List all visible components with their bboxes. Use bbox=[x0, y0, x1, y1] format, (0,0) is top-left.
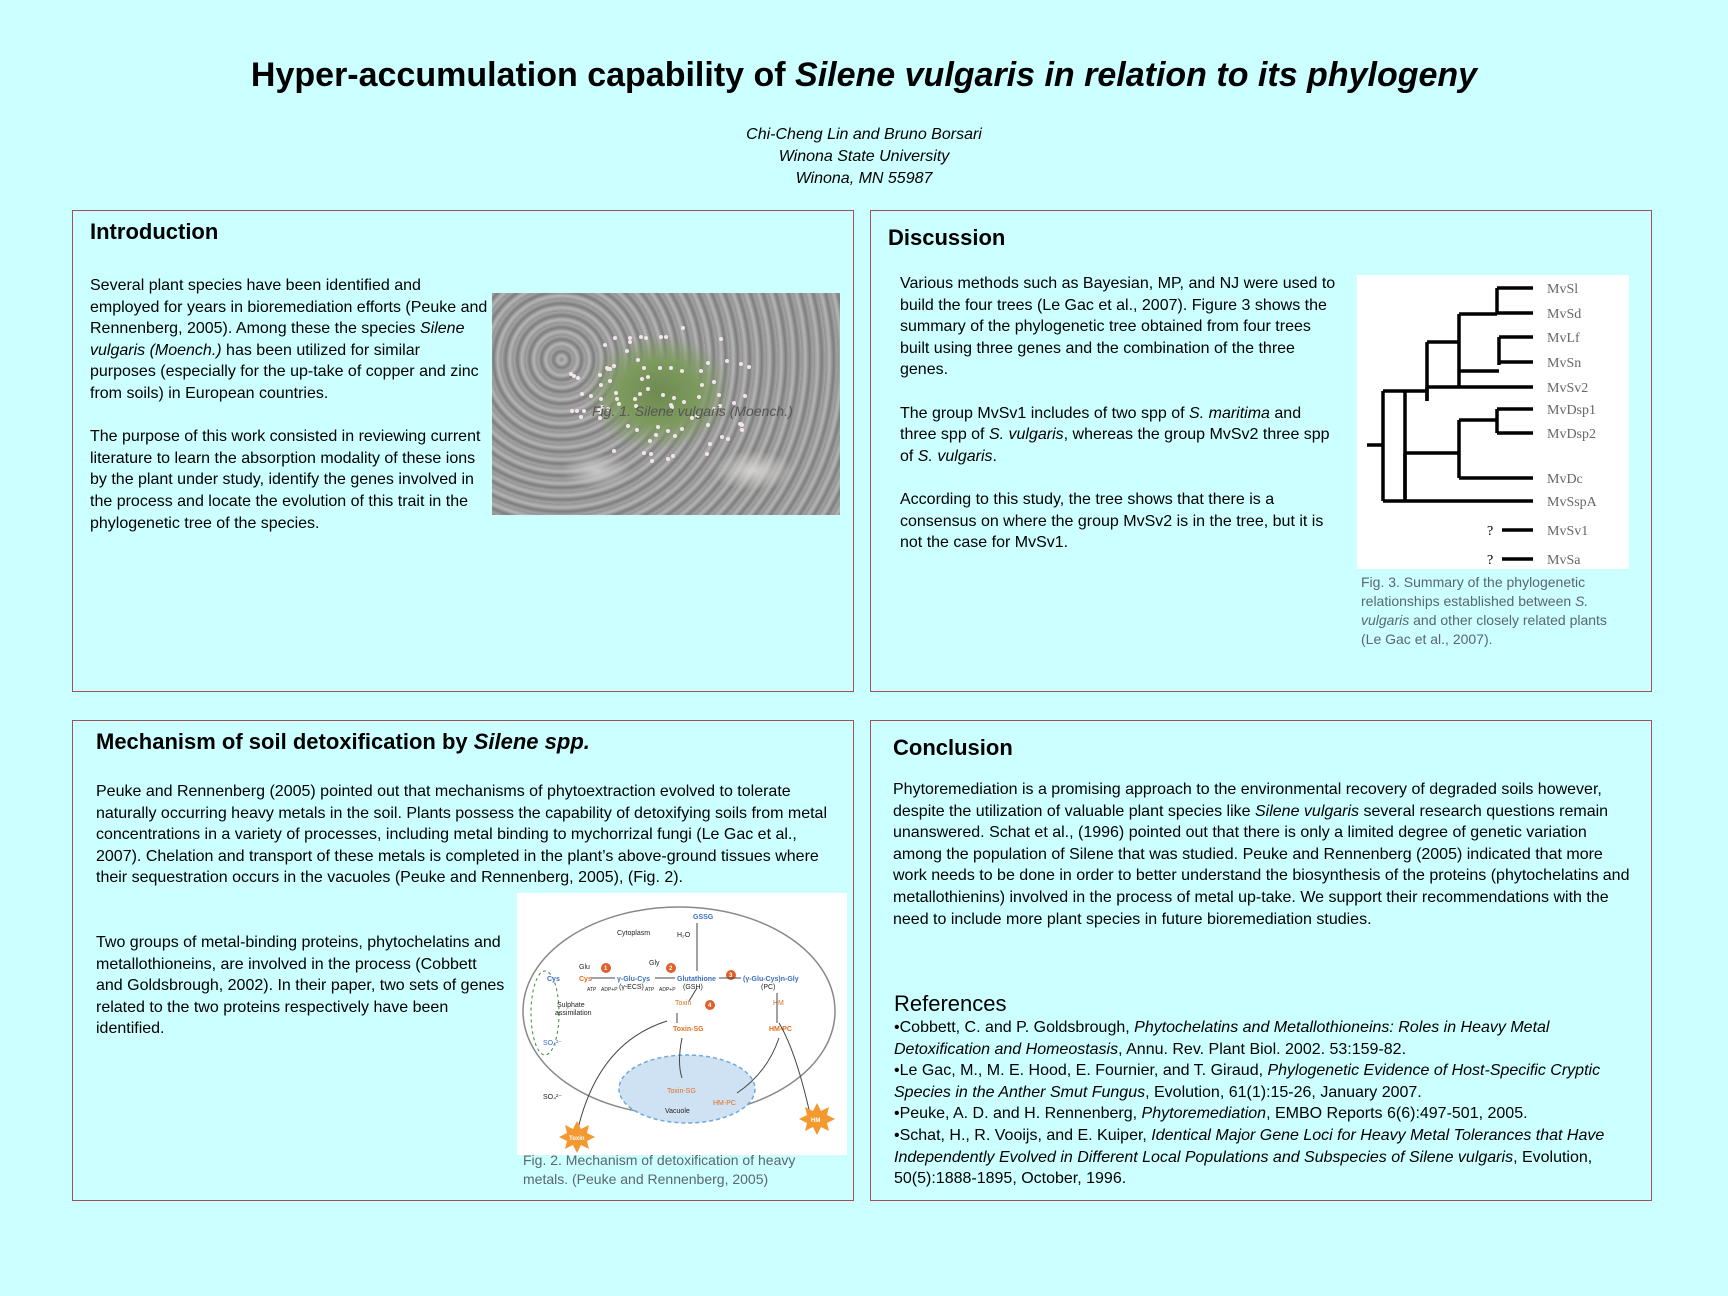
conclusion-text bbox=[893, 779, 1638, 930]
fig-pc-formula: (γ-Glu-Cys)n-Gly bbox=[743, 976, 799, 983]
fig-assimilation: assimilation bbox=[555, 1010, 592, 1017]
tree-labels bbox=[1487, 282, 1598, 568]
flower-speck bbox=[673, 434, 677, 438]
flower-speck bbox=[719, 337, 723, 341]
disc-p2-b: and three spp of bbox=[900, 404, 1302, 444]
fig-gecs: (γ-ECS) bbox=[619, 984, 644, 991]
flower-speck bbox=[603, 343, 607, 347]
flower-speck bbox=[740, 428, 744, 432]
flower-speck bbox=[598, 373, 602, 377]
discussion-paragraph-2 bbox=[900, 403, 1340, 468]
fig-step-2: 2 bbox=[669, 966, 673, 972]
flower-speck bbox=[658, 366, 662, 370]
flower-speck bbox=[599, 383, 603, 387]
fig-step-4: 4 bbox=[708, 1003, 712, 1009]
fig-vac-toxin: Toxin-SG bbox=[667, 1088, 696, 1095]
flower-speck bbox=[646, 375, 650, 379]
poster-title bbox=[0, 56, 1728, 95]
flower-speck bbox=[661, 393, 665, 397]
affiliation: Winona State University bbox=[778, 148, 950, 165]
fig-step-1: 1 bbox=[604, 966, 608, 972]
reference-item bbox=[894, 1103, 1644, 1125]
introduction-text bbox=[90, 275, 490, 534]
flower-speck bbox=[725, 359, 729, 363]
flower-speck bbox=[625, 349, 629, 353]
fig-sulphate: Sulphate bbox=[557, 1002, 585, 1009]
flower-speck bbox=[720, 435, 724, 439]
ref-title: Phytoremediation bbox=[1141, 1105, 1267, 1123]
hm-burst bbox=[799, 1103, 835, 1135]
disc-p2-i2: S. vulgaris bbox=[988, 426, 1064, 444]
fig-pc: (PC) bbox=[761, 984, 776, 991]
flower-speck bbox=[680, 427, 684, 431]
discussion-panel bbox=[870, 210, 1652, 692]
ref-title: Phytochelatins and Metallothioneins: Roles in Heavy Metal Detoxification and Homeostasis bbox=[894, 1019, 1550, 1058]
intro-p1-b: has been utilized for similar purposes (especially for the up-take of copper and zinc from soils) in European countries. bbox=[90, 341, 479, 402]
reference-item bbox=[894, 1060, 1644, 1103]
flower-speck bbox=[575, 409, 579, 413]
detox-mechanism-figure bbox=[517, 893, 847, 1155]
title-italic-text: Silene vulgaris in relation to its phylogeny bbox=[795, 56, 1478, 94]
flower-speck bbox=[570, 409, 574, 413]
mechanism-panel bbox=[72, 720, 854, 1201]
discussion-paragraph-1: Various methods such as Bayesian, MP, and NJ were used to build the four trees (Le Gac et al., 2007). Figure 3 shows the summary of the phylogenetic tree obtained from four trees built using three genes and the combination of the three genes. bbox=[900, 275, 1336, 379]
flower-speck bbox=[650, 459, 654, 463]
ref-source: , Evolution, 50(5):1888-1895, October, 1996. bbox=[894, 1148, 1593, 1188]
toxin-burst bbox=[559, 1121, 595, 1153]
flower-speck bbox=[646, 387, 650, 391]
fig-hm-pc: HM-PC bbox=[769, 1026, 792, 1033]
flower-speck bbox=[576, 376, 580, 380]
flower-speck bbox=[700, 383, 704, 387]
fig-so4-inner: SO₄²⁻ bbox=[543, 1040, 562, 1047]
tree-label-mvdsp2: MvDsp2 bbox=[1547, 427, 1597, 442]
tree-label-mvsv1: MvSv1 bbox=[1547, 524, 1589, 539]
flower-speck bbox=[614, 391, 618, 395]
ref-source: , Evolution, 61(1):15-26, January 2007. bbox=[1145, 1083, 1422, 1101]
fig-hm-out: HM bbox=[811, 1118, 821, 1124]
tree-label-mvsn: MvSn bbox=[1547, 356, 1582, 371]
references-list bbox=[894, 1017, 1644, 1190]
fig-toxin: Toxin bbox=[675, 1000, 692, 1007]
fig-glutathione: Glutathione bbox=[677, 976, 716, 983]
fig-toxin-sg: Toxin-SG bbox=[673, 1026, 704, 1033]
flower-speck bbox=[666, 429, 670, 433]
tree-label-mvsd: MvSd bbox=[1547, 307, 1582, 322]
fig-h2o: H₂O bbox=[677, 932, 691, 939]
flower-speck bbox=[654, 433, 658, 437]
tree-svg bbox=[1357, 275, 1629, 569]
fig-atp1: ATP bbox=[587, 987, 597, 993]
flower-speck bbox=[697, 395, 701, 399]
flower-speck bbox=[712, 380, 716, 384]
flower-speck bbox=[705, 452, 709, 456]
concl-a: Phytoremediation is a promising approach to the environmental recovery of degraded soils however, despite the utilization of valuable plant species like bbox=[893, 781, 1602, 820]
flower-speck bbox=[739, 362, 743, 366]
flower-speck bbox=[642, 366, 646, 370]
ref-source: , Annu. Rev. Plant Biol. 2002. 53:159-82. bbox=[1118, 1040, 1407, 1058]
flower-speck bbox=[633, 397, 637, 401]
ref-authors: Schat, H., R. Vooijs, and E. Kuiper, bbox=[899, 1126, 1152, 1144]
ref-authors: Peuke, A. D. and H. Rennenberg, bbox=[899, 1105, 1142, 1123]
flower-speck bbox=[706, 423, 710, 427]
fig-vac-hm: HM-PC bbox=[713, 1100, 736, 1107]
mechanism-figure-caption: Fig. 2. Mechanism of detoxification of heavy metals. (Peuke and Rennenberg, 2005) bbox=[523, 1152, 796, 1187]
introduction-paragraph-2: The purpose of this work consisted in reviewing current literature to learn the absorption modality of these ions by the plant under study, identify the genes involved in the process and locate the evolution of this trait in the phylogenetic tree of the species. bbox=[90, 428, 481, 532]
flower-speck bbox=[649, 452, 653, 456]
concl-italic: Silene vulgaris bbox=[1255, 802, 1360, 820]
flower-speck bbox=[608, 379, 612, 383]
fig-adp2: ADP+P bbox=[659, 987, 676, 993]
flower-speck bbox=[706, 361, 710, 365]
mechanism-heading bbox=[96, 729, 590, 755]
flower-speck bbox=[589, 394, 593, 398]
tree-branches bbox=[1367, 288, 1533, 559]
tree-label-mvsspa: MvSspA bbox=[1547, 495, 1597, 510]
fig-cytoplasm: Cytoplasm bbox=[617, 930, 651, 937]
tree-cap-a: Fig. 3. Summary of the phylogenetic relationships established between bbox=[1361, 574, 1586, 609]
ref-title: Identical Major Gene Loci for Heavy Metal Tolerances that Have Independently Evolved in Different Local Populations and Subspecies of Silene vulgaris bbox=[894, 1126, 1605, 1166]
ref-title: Phylogenetic Evidence of Host-Specific Cryptic Species in the Anther Smut Fungus bbox=[894, 1062, 1601, 1101]
flower-speck bbox=[659, 335, 663, 339]
flower-speck bbox=[708, 442, 712, 446]
fig-adp1: ADP+P bbox=[601, 987, 618, 993]
tree-label-mvdsp1: MvDsp1 bbox=[1547, 403, 1597, 418]
flower-speck bbox=[726, 437, 730, 441]
flower-speck bbox=[648, 439, 652, 443]
flower-speck bbox=[612, 449, 616, 453]
flower-speck bbox=[743, 394, 747, 398]
disc-p2-i1: S. maritima bbox=[1189, 404, 1270, 422]
fig-hm: HM bbox=[773, 1000, 784, 1007]
ref-bullet: • bbox=[894, 1019, 900, 1036]
reference-item bbox=[894, 1017, 1644, 1060]
fig-step-3: 3 bbox=[729, 973, 733, 979]
flower-speck bbox=[656, 425, 660, 429]
ref-authors: Le Gac, M., M. E. Hood, E. Fournier, and T. Giraud, bbox=[899, 1062, 1268, 1080]
flower-speck bbox=[669, 366, 673, 370]
introduction-paragraph-1 bbox=[90, 275, 490, 405]
flower-speck bbox=[638, 392, 642, 396]
silene-photo bbox=[492, 293, 840, 515]
introduction-panel bbox=[72, 210, 854, 692]
disc-p2-i3: S. vulgaris bbox=[917, 447, 993, 465]
tree-figure-caption bbox=[1361, 573, 1626, 649]
flower-speck bbox=[628, 340, 632, 344]
flower-speck bbox=[717, 393, 721, 397]
flower-speck bbox=[605, 366, 609, 370]
phylogenetic-tree-figure bbox=[1357, 275, 1629, 569]
flower-speck bbox=[672, 396, 676, 400]
flower-speck bbox=[681, 326, 685, 330]
flower-speck bbox=[626, 424, 630, 428]
flower-speck bbox=[636, 358, 640, 362]
ref-bullet: • bbox=[894, 1105, 900, 1123]
references-heading: References bbox=[894, 991, 1007, 1016]
reference-item bbox=[894, 1125, 1644, 1190]
flower-speck bbox=[579, 415, 583, 419]
fig-toxin-out: Toxin bbox=[569, 1136, 585, 1142]
flower-speck bbox=[635, 428, 639, 432]
flower-speck bbox=[680, 369, 684, 373]
discussion-heading: Discussion bbox=[888, 225, 1006, 250]
flower-speck bbox=[671, 454, 675, 458]
ref-bullet: • bbox=[894, 1062, 900, 1080]
discussion-text bbox=[900, 273, 1340, 554]
tree-question-2: ? bbox=[1487, 553, 1494, 568]
authors-block bbox=[0, 124, 1728, 190]
flower-speck bbox=[747, 365, 751, 369]
flower-speck bbox=[628, 336, 632, 340]
tree-cap-italic: S. vulgaris bbox=[1361, 593, 1589, 628]
fig-cys-left: Cys bbox=[547, 976, 560, 983]
flower-speck bbox=[580, 392, 584, 396]
tree-cap-b: and other closely related plants (Le Gac et al., 2007). bbox=[1361, 612, 1607, 647]
fig-atp2: ATP bbox=[645, 987, 655, 993]
fig-gssg: GSSG bbox=[693, 914, 714, 921]
flower-speck bbox=[739, 422, 743, 426]
tree-label-mvdc: MvDc bbox=[1547, 472, 1583, 487]
flower-speck bbox=[644, 336, 648, 340]
ref-authors: Cobbett, C. and P. Goldsbrough, bbox=[899, 1019, 1135, 1036]
mech-heading-a: Mechanism of soil detoxification by bbox=[96, 729, 474, 754]
disc-p2-c: , whereas the group MvSv2 three spp of bbox=[900, 426, 1330, 465]
conclusion-panel bbox=[870, 720, 1652, 1201]
flower-speck bbox=[612, 364, 616, 368]
title-text: Hyper-accumulation capability of bbox=[250, 56, 796, 94]
address: Winona, MN 55987 bbox=[795, 170, 933, 187]
fig-gly: Gly bbox=[649, 960, 660, 967]
flower-speck bbox=[613, 336, 617, 340]
tree-label-mvsl: MvSl bbox=[1547, 282, 1579, 297]
intro-p1-italic: Silene vulgaris (Moench.) bbox=[90, 320, 465, 359]
flower-speck bbox=[640, 377, 644, 381]
author-names: Chi-Cheng Lin and Bruno Borsari bbox=[746, 126, 982, 143]
mech-heading-italic: Silene spp. bbox=[473, 729, 590, 754]
photo-caption: Fig. 1. Silene vulgaris (Moench.) bbox=[592, 403, 793, 419]
flower-speck bbox=[699, 369, 703, 373]
fig-cys: Cys bbox=[579, 976, 592, 983]
fig-vacuole: Vacuole bbox=[665, 1108, 690, 1115]
tree-label-mvlf: MvLf bbox=[1547, 331, 1580, 346]
tree-label-mvsv2: MvSv2 bbox=[1547, 381, 1589, 396]
flower-speck bbox=[642, 451, 646, 455]
fig-so4-outer: SO₄²⁻ bbox=[543, 1094, 562, 1101]
flower-speck bbox=[569, 372, 573, 376]
discussion-paragraph-3: According to this study, the tree shows that there is a consensus on where the group MvSv2 is in the tree, but it is not the case for MvSv1. bbox=[900, 490, 1324, 552]
tree-label-mvsa: MvSa bbox=[1547, 553, 1581, 568]
concl-b: several research questions remain unanswered. Schat et al., (1996) pointed out that there is only a limited degree of genetic variation among the population of Silene that was studied. Peuke and Rennenberg (2005) indicated that more work needs to be done in order to better understand the biosynthesis of the proteins (phytochelatins and metallothienins) involved in the process of metal up-take. We support their recommendations with the need to include more plant species in future bioremediation studies. bbox=[893, 802, 1630, 928]
flower-speck bbox=[639, 335, 643, 339]
conclusion-heading: Conclusion bbox=[893, 735, 1013, 760]
disc-p2-d: . bbox=[992, 447, 997, 465]
flower-speck bbox=[582, 409, 586, 413]
tree-question-1: ? bbox=[1487, 524, 1494, 539]
disc-p2-a: The group MvSv1 includes of two spp of bbox=[900, 404, 1190, 422]
mechanism-paragraph-2: Two groups of metal-binding proteins, phytochelatins and metallothioneins, are involved in the process (Cobbett and Goldsbrough, 2002). In their paper, two sets of genes related to the two proteins respectively have been identified. bbox=[96, 934, 505, 1038]
flower-speck bbox=[599, 397, 603, 401]
introduction-heading: Introduction bbox=[90, 219, 219, 244]
flower-speck bbox=[664, 335, 668, 339]
flower-speck bbox=[615, 397, 619, 401]
fig-glu-cys: γ-Glu-Cys bbox=[617, 976, 651, 983]
fig-gsh: (GSH) bbox=[683, 984, 703, 991]
flower-speck bbox=[666, 457, 670, 461]
mech-svg bbox=[517, 893, 847, 1155]
mechanism-paragraph-1: Peuke and Rennenberg (2005) pointed out that mechanisms of phytoextraction evolved to tolerate naturally occurring heavy metals in the soil. Plants possess the capability of detoxifying soils from metal concentrations in a variety of processes, including metal binding to mychorrizal fungi (Le Gac et al., 2007). Chelation and transport of these metals is completed in the plant’s above-ground tissues where their sequestration occurs in the vacuoles (Peuke and Rennenberg, 2005), (Fig. 2). bbox=[96, 783, 828, 887]
fig-glu: Glu bbox=[579, 964, 590, 971]
ref-source: , EMBO Reports 6(6):497-501, 2005. bbox=[1266, 1105, 1528, 1123]
ref-bullet: • bbox=[894, 1126, 900, 1144]
intro-p1-a: Several plant species have been identified and employed for years in bioremediation efforts (Peuke and Rennenberg, 2005). Among these the species bbox=[90, 277, 488, 338]
